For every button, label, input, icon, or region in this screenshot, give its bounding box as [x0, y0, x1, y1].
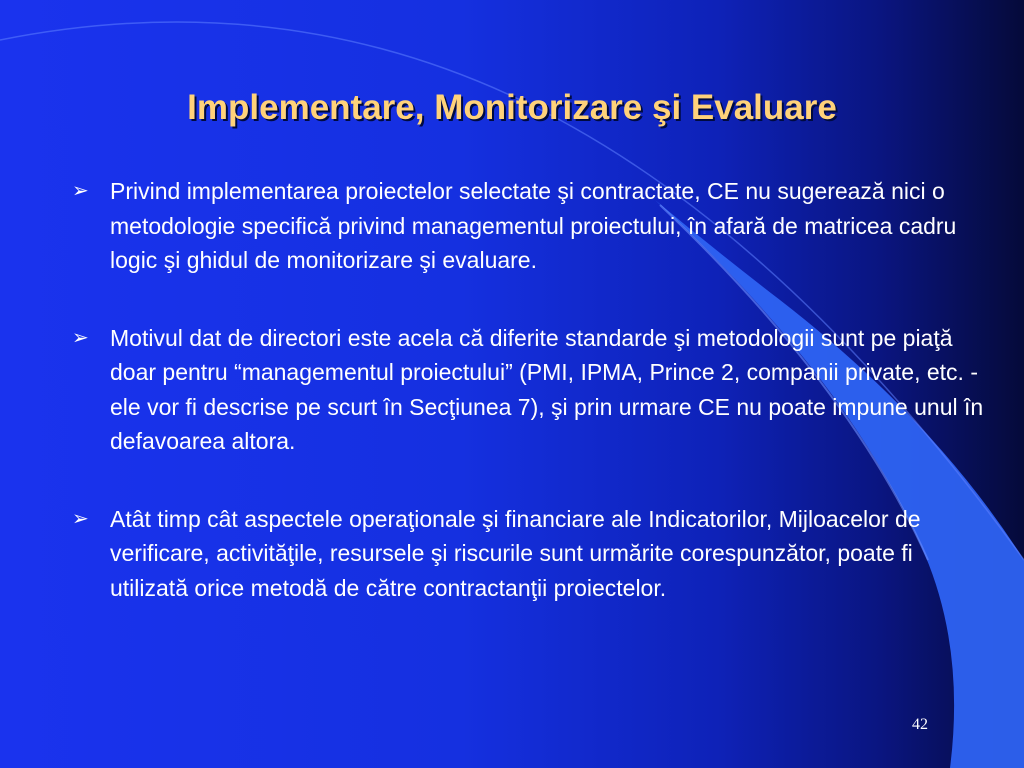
arrow-bullet-icon: ➢: [72, 180, 89, 202]
arrow-bullet-icon: ➢: [72, 507, 89, 530]
bullet-item: [72, 174, 992, 278]
bullet-item: [72, 502, 992, 606]
bullet-item: [72, 321, 992, 459]
bullet-text: Privind implementarea proiectelor selectate şi contractate, CE nu sugerează nici o metodologie specifică privind managementul proiectului, în afară de matricea cadru logic şi ghidul de monitorizare şi evaluare.: [110, 178, 957, 273]
page-number: 42: [912, 716, 928, 733]
slide-title: Implementare, Monitorizare şi Evaluare: [187, 88, 837, 127]
bullet-text: Atât timp cât aspectele operaţionale şi financiare ale Indicatorilor, Mijloacelor de verificare, activităţile, resursele şi riscurile sunt urmărite corespunzător, poate fi utilizată orice metodă de către contractanţii proiectelor.: [110, 505, 921, 601]
bullet-text: Motivul dat de directori este acela că diferite standarde şi metodologii sunt pe piaţă doar pentru “managementul proiectului” (PMI, IPMA, Prince 2, companii private, etc. - ele vor fi descrise pe scurt în Secţiunea 7), şi prin urmare CE nu poate impune unul în defavoarea altora.: [110, 324, 984, 454]
arrow-bullet-icon: ➢: [72, 326, 89, 349]
bullet-list: [72, 174, 992, 648]
